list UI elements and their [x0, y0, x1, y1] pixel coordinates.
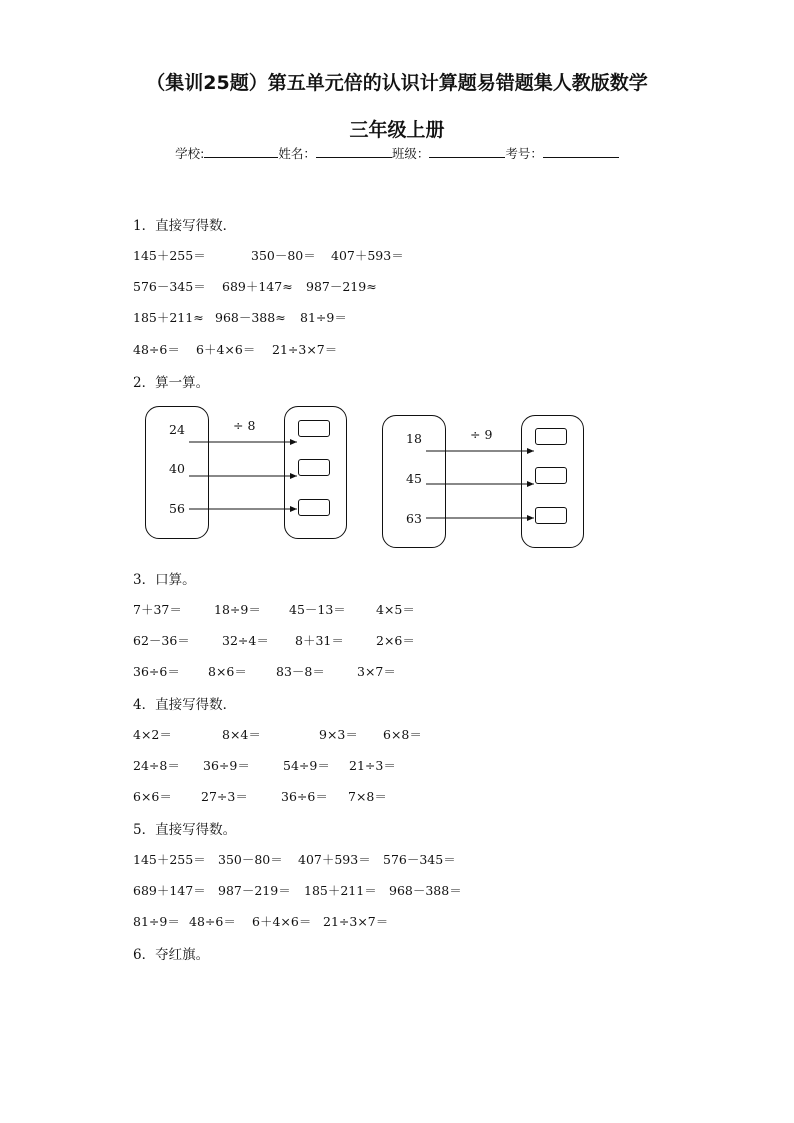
problem: 350－80＝ — [218, 852, 283, 867]
problem: 48÷6＝ — [133, 342, 180, 357]
question-4-label: 4．直接写得数． — [133, 697, 237, 713]
problem: 968－388≈ — [215, 310, 286, 325]
arrows — [382, 415, 592, 550]
problem: 987－219＝ — [218, 883, 291, 898]
name-blank[interactable] — [316, 145, 392, 158]
problem: 9×3＝ — [319, 727, 358, 742]
problem: 7＋37＝ — [133, 602, 182, 617]
problem: 185＋211＝ — [304, 883, 377, 898]
student-info-line — [0, 144, 794, 162]
dividend-number: 24 — [169, 422, 185, 437]
divisor-operator: ÷ 9 — [470, 427, 493, 442]
problem: 54÷9＝ — [283, 758, 330, 773]
problem: 83－8＝ — [276, 664, 325, 679]
number-label: 考号： — [505, 146, 543, 161]
problem: 36÷6＝ — [133, 664, 180, 679]
question-1-label: 1．直接写得数． — [133, 218, 237, 234]
problem: 48÷6＝ — [189, 914, 236, 929]
problem: 576－345＝ — [383, 852, 456, 867]
problem: 21÷3×7＝ — [272, 342, 338, 357]
problem: 18÷9＝ — [214, 602, 261, 617]
problem: 145＋255＝ — [133, 852, 206, 867]
name-label: 姓名： — [278, 146, 316, 161]
question-6-label: 6．夺红旗。 — [133, 947, 210, 963]
arrows — [145, 406, 355, 541]
problem: 6×6＝ — [133, 789, 172, 804]
class-label: 班级： — [391, 146, 430, 161]
division-diagram-right — [382, 415, 592, 550]
problem: 7×8＝ — [348, 789, 387, 804]
problem: 987－219≈ — [306, 279, 377, 294]
problem: 145＋255＝ — [133, 248, 206, 263]
document-title-line2: 三年级上册 — [349, 119, 445, 141]
dividend-number: 40 — [169, 461, 185, 476]
problem: 6＋4×6＝ — [252, 914, 312, 929]
problem: 689＋147＝ — [133, 883, 206, 898]
problem: 36÷9＝ — [203, 758, 250, 773]
question-5-label: 5．直接写得数。 — [133, 822, 237, 838]
dividend-number: 56 — [169, 501, 185, 516]
question-3-label: 3．口算。 — [133, 572, 196, 588]
problem: 576－345＝ — [133, 279, 206, 294]
problem: 27÷3＝ — [201, 789, 248, 804]
problem: 4×5＝ — [376, 602, 415, 617]
school-blank[interactable] — [204, 145, 278, 158]
problem: 8＋31＝ — [295, 633, 344, 648]
problem: 24÷8＝ — [133, 758, 180, 773]
document-title-line1: （集训25题）第五单元倍的认识计算题易错题集人教版数学 — [146, 72, 648, 94]
problem: 21÷3＝ — [349, 758, 396, 773]
class-blank[interactable] — [429, 145, 505, 158]
problem: 81÷9＝ — [300, 310, 347, 325]
problem: 4×2＝ — [133, 727, 172, 742]
problem: 81÷9＝ — [133, 914, 180, 929]
problem: 689＋147≈ — [222, 279, 293, 294]
problem: 6×8＝ — [383, 727, 422, 742]
divisor-operator: ÷ 8 — [233, 418, 256, 433]
dividend-number: 18 — [406, 431, 422, 446]
dividend-number: 63 — [406, 511, 422, 526]
problem: 2×6＝ — [376, 633, 415, 648]
problem: 968－388＝ — [389, 883, 462, 898]
division-diagram-left — [145, 406, 355, 541]
question-2-label: 2．算一算。 — [133, 375, 210, 391]
problem: 185＋211≈ — [133, 310, 204, 325]
problem: 8×4＝ — [222, 727, 261, 742]
problem: 407＋593＝ — [298, 852, 371, 867]
problem: 36÷6＝ — [281, 789, 328, 804]
problem: 8×6＝ — [208, 664, 247, 679]
problem: 407＋593＝ — [331, 248, 404, 263]
problem: 45－13＝ — [289, 602, 346, 617]
problem: 21÷3×7＝ — [323, 914, 389, 929]
problem: 32÷4＝ — [222, 633, 269, 648]
school-label: 学校: — [175, 146, 205, 161]
problem: 6＋4×6＝ — [196, 342, 256, 357]
dividend-number: 45 — [406, 471, 422, 486]
number-blank[interactable] — [543, 145, 619, 158]
problem: 3×7＝ — [357, 664, 396, 679]
problem: 62－36＝ — [133, 633, 190, 648]
problem: 350－80＝ — [251, 248, 316, 263]
